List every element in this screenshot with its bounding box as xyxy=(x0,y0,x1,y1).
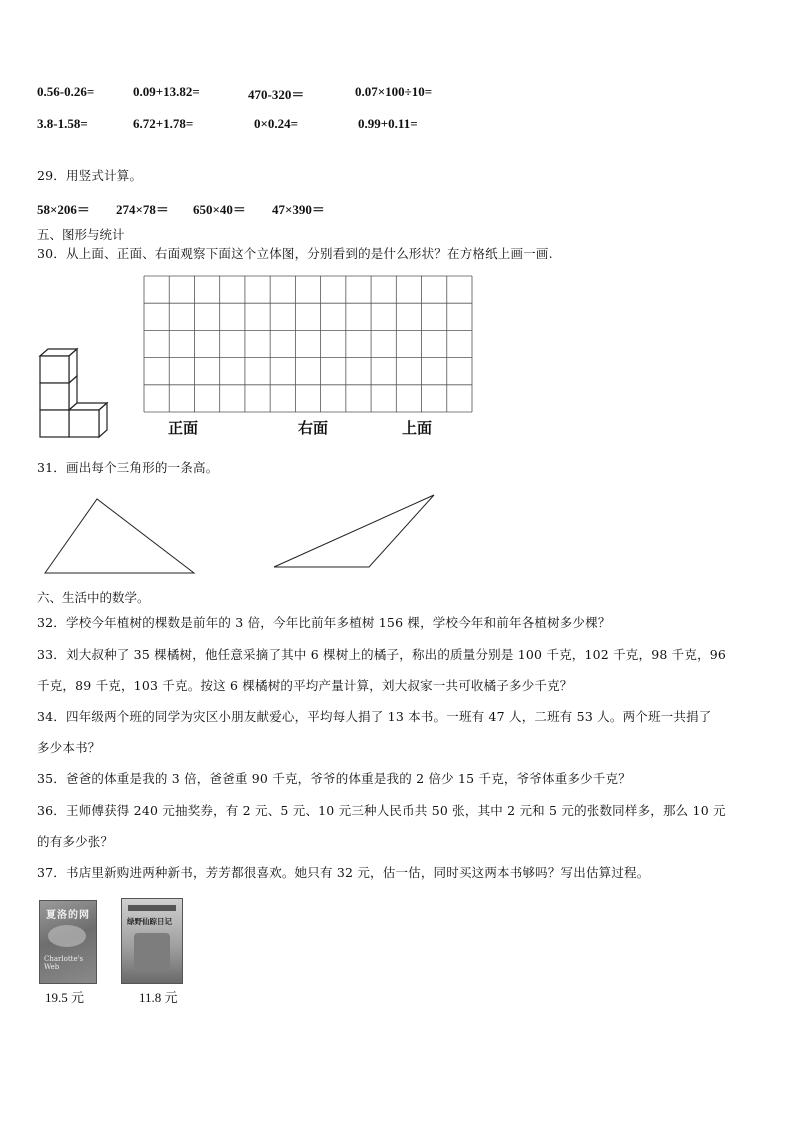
calc-item: 0.07×100÷10= xyxy=(355,84,433,99)
book-cover-second xyxy=(121,898,183,984)
book-title: 绿野仙踪日记 xyxy=(127,917,172,926)
calc-item: 6.72+1.78= xyxy=(133,116,194,131)
question-37: 37．书店里新购进两种新书，芳芳都很喜欢。她只有 32 元，估一估，同时买这两本书够吗？写出估算过程。 xyxy=(37,865,650,880)
view-label-front: 正面 xyxy=(168,419,199,437)
question-29: 29．用竖式计算。 xyxy=(37,168,143,183)
calc-item: 3.8-1.58= xyxy=(37,116,88,131)
book-price: 19.5 元 xyxy=(45,990,85,1005)
view-label-right: 右面 xyxy=(298,419,329,437)
question-33-line2: 千克，89 千克，103 千克。按这 6 棵橘树的平均产量计算，刘大叔家一共可收橘子多少千克？ xyxy=(37,678,573,693)
section-heading: 六、生活中的数学。 xyxy=(37,590,150,605)
book-subtitle: Charlotte's Web xyxy=(44,955,84,971)
book-cover-charlottes-web xyxy=(39,900,97,984)
triangle-2 xyxy=(274,495,434,567)
book-illustration xyxy=(134,933,170,971)
view-label-top: 上面 xyxy=(402,419,433,437)
question-34-line1: 34．四年级两个班的同学为灾区小朋友献爱心，平均每人捐了 13 本书。一班有 47 人，二班有 53 人。两个班一共捐了 xyxy=(37,709,712,724)
question-36-line1: 36．王师傅获得 240 元抽奖券，有 2 元、5 元、10 元三种人民币共 50 张，其中 2 元和 5 元的张数同样多，那么 10 元 xyxy=(37,803,726,818)
calc-item: 0.09+13.82= xyxy=(133,84,200,99)
book-title: 夏洛的网 xyxy=(46,910,90,921)
question-30: 30．从上面、正面、右面观察下面这个立体图，分别看到的是什么形状？在方格纸上画一画. xyxy=(37,246,553,261)
calc-item: 0.99+0.11= xyxy=(358,116,418,131)
book-banner xyxy=(128,905,176,911)
vertical-calc-item: 47×390＝ xyxy=(272,202,325,217)
vertical-calc-item: 58×206＝ xyxy=(37,202,90,217)
question-32: 32．学校今年植树的棵数是前年的 3 倍，今年比前年多植树 156 棵，学校今年和前年各植树多少棵？ xyxy=(37,615,611,630)
calc-item: 470-320＝ xyxy=(248,87,305,102)
vertical-calc-item: 274×78＝ xyxy=(116,202,169,217)
book-illustration xyxy=(48,925,86,947)
question-35: 35．爸爸的体重是我的 3 倍，爸爸重 90 千克，爷爷的体重是我的 2 倍少 15 千克，爷爷体重多少千克？ xyxy=(37,771,631,786)
calc-item: 0×0.24= xyxy=(254,116,299,131)
question-34-line2: 多少本书？ xyxy=(37,740,101,755)
question-31: 31．画出每个三角形的一条高。 xyxy=(37,460,219,475)
calc-item: 0.56-0.26= xyxy=(37,84,95,99)
section-heading: 五、图形与统计 xyxy=(37,227,125,242)
book-price: 11.8 元 xyxy=(139,990,178,1005)
question-33-line1: 33．刘大叔种了 35 棵橘树，他任意采摘了其中 6 棵树上的橘子，称出的质量分别是 100 千克，102 千克，98 千克，96 xyxy=(37,647,727,662)
vertical-calc-item: 650×40＝ xyxy=(193,202,246,217)
question-36-line2: 的有多少张？ xyxy=(37,834,114,849)
